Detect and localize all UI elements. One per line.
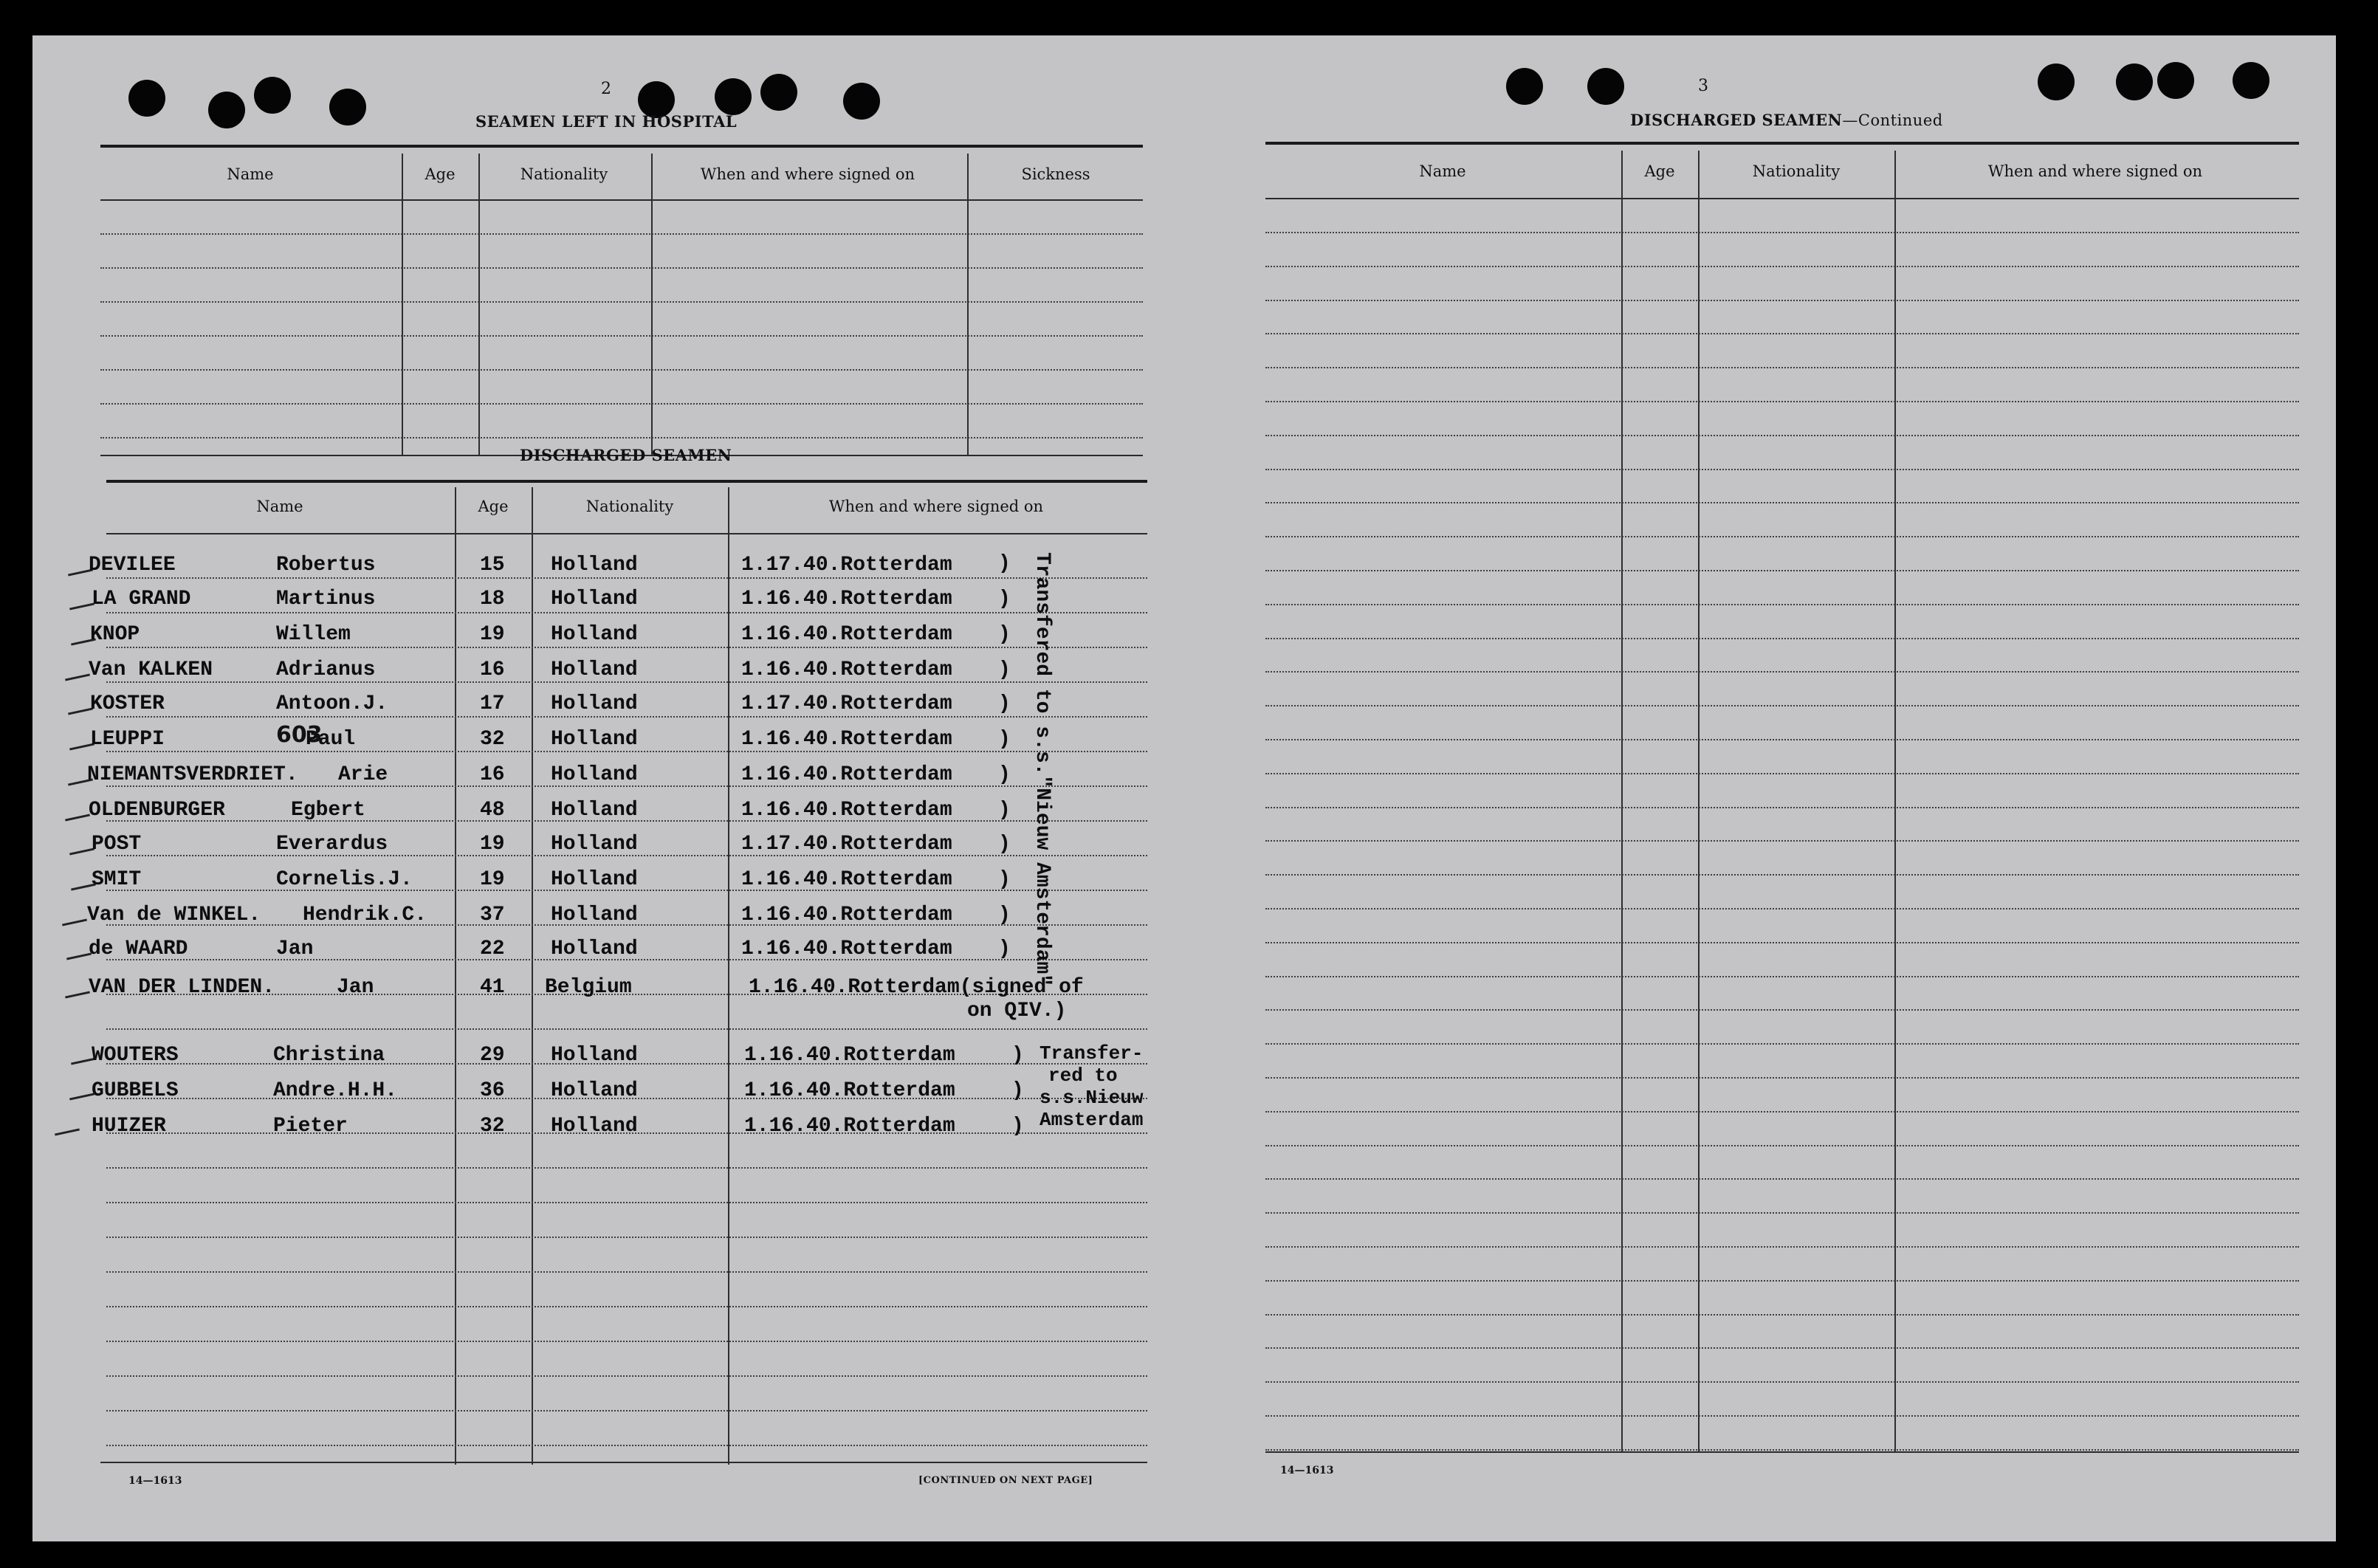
header-rule — [100, 199, 1143, 201]
signed-on: 1.16.40.Rotterdam — [741, 728, 952, 751]
table-bottom-border — [100, 1462, 1147, 1463]
hospital-section-title: SEAMEN LEFT IN HOSPITAL — [475, 112, 738, 131]
surname: WOUTERS — [92, 1044, 179, 1067]
document-sheet — [32, 35, 2336, 1541]
nationality: Holland — [551, 623, 638, 646]
ruled-line — [1265, 1246, 2299, 1248]
title-suffix: —Continued — [1842, 111, 1943, 129]
ruled-line — [1265, 1212, 2299, 1214]
age: 17 — [480, 692, 505, 715]
check-mark — [69, 1093, 94, 1100]
nationality: Holland — [551, 763, 638, 786]
bracket: ) — [998, 659, 1011, 681]
given-name: Everardus — [276, 833, 388, 856]
nationality: Holland — [551, 1079, 638, 1102]
ruled-line — [1265, 570, 2299, 572]
surname: LEUPPI — [90, 728, 165, 751]
ruled-line — [100, 403, 1143, 405]
col-header-sickness: Sickness — [1021, 165, 1090, 183]
binder-hole — [128, 80, 165, 117]
binder-hole — [2157, 62, 2194, 99]
ruled-line — [1265, 1381, 2299, 1383]
transfer-note-line: Transfer- — [1039, 1042, 1144, 1065]
ruled-line — [1265, 367, 2299, 369]
given-name: Jan — [337, 976, 374, 999]
bracket: ) — [998, 833, 1011, 856]
given-name: Andre.H.H. — [273, 1079, 398, 1102]
given-name: Robertus — [276, 554, 376, 577]
age: 48 — [480, 799, 505, 822]
nationality: Holland — [551, 833, 638, 856]
binder-hole — [760, 74, 797, 111]
col-header-nationality: Nationality — [1752, 162, 1841, 180]
ruled-line — [1265, 840, 2299, 842]
column-divider — [455, 487, 456, 1465]
surname: KNOP — [90, 623, 140, 646]
surname: VAN DER LINDEN. — [89, 976, 275, 999]
transfer-note-line: Amsterdam — [1039, 1109, 1144, 1131]
ruled-line — [106, 1237, 1147, 1239]
bracket: ) — [998, 588, 1011, 611]
given-name: Adrianus — [276, 659, 376, 681]
age: 32 — [480, 728, 505, 751]
surname: HUIZER — [92, 1115, 166, 1138]
table-top-border — [106, 480, 1147, 483]
nationality: Belgium — [545, 976, 632, 999]
given-name: Willem — [276, 623, 351, 646]
nationality: Holland — [551, 799, 638, 822]
nationality: Holland — [551, 659, 638, 681]
transfer-note-line: s.s.Nieuw — [1039, 1087, 1144, 1109]
age: 19 — [480, 623, 505, 646]
given-name: Egbert — [291, 799, 365, 822]
ruled-line — [1265, 1009, 2299, 1011]
check-mark — [65, 814, 90, 821]
ruled-line — [1265, 1347, 2299, 1349]
ruled-line — [1265, 705, 2299, 707]
ruled-line — [1265, 469, 2299, 471]
age: 22 — [480, 938, 505, 960]
ruled-line — [100, 369, 1143, 371]
ruled-line — [106, 716, 1147, 718]
column-divider — [967, 154, 969, 456]
nationality: Holland — [551, 868, 638, 891]
surname: DEVILEE — [89, 554, 176, 577]
col-header-name: Name — [256, 498, 303, 515]
surname: LA GRAND — [92, 588, 191, 611]
form-number: 14—1613 — [128, 1475, 182, 1487]
stamp-mark: 603 — [276, 722, 323, 748]
signed-on: 1.16.40.Rotterdam — [741, 659, 952, 681]
signed-on: 1.16.40.Rotterdam — [741, 763, 952, 786]
binder-hole — [2233, 62, 2269, 99]
given-name: Hendrik.C. — [303, 904, 427, 926]
ruled-line — [100, 233, 1143, 235]
ruled-line — [1265, 1280, 2299, 1282]
given-name: Jan — [276, 938, 314, 960]
column-divider — [1894, 151, 1896, 1453]
page-number: 3 — [1698, 77, 1708, 95]
binder-hole — [2116, 63, 2153, 100]
ruled-line — [100, 301, 1143, 303]
age: 18 — [480, 588, 505, 611]
ruled-line — [106, 1306, 1147, 1308]
page-title — [1630, 111, 1943, 129]
left-page — [32, 35, 1199, 1541]
transfer-note-line: red to — [1048, 1065, 1118, 1087]
signed-on: 1.16.40.Rotterdam — [741, 904, 952, 926]
ruled-line — [1265, 1145, 2299, 1147]
bracket: ) — [1011, 1044, 1024, 1067]
age: 37 — [480, 904, 505, 926]
given-name: Antoon.J. — [276, 692, 388, 715]
ruled-line — [1265, 739, 2299, 741]
ruled-line — [1265, 874, 2299, 876]
ruled-line — [106, 1167, 1147, 1169]
surname: NIEMANTSVERDRIET. — [87, 763, 298, 786]
signed-on: 1.16.40.Rotterdam — [741, 623, 952, 646]
column-divider — [728, 487, 729, 1465]
surname: GUBBELS — [92, 1079, 179, 1102]
ruled-line — [1265, 502, 2299, 504]
nationality: Holland — [551, 588, 638, 611]
column-divider — [402, 154, 403, 456]
ruled-line — [1265, 1077, 2299, 1079]
ruled-line — [106, 1341, 1147, 1343]
bracket: ) — [998, 938, 1011, 960]
binder-hole — [715, 78, 752, 115]
ruled-line — [106, 1445, 1147, 1447]
given-name: Martinus — [276, 588, 376, 611]
binder-hole — [843, 83, 880, 120]
check-mark — [55, 1128, 80, 1135]
given-name: Cornelis.J. — [276, 868, 413, 891]
nationality: Holland — [551, 728, 638, 751]
binder-hole — [329, 89, 366, 125]
header-rule — [1265, 198, 2299, 199]
age: 19 — [480, 833, 505, 856]
ruled-line — [106, 612, 1147, 614]
surname: OLDENBURGER — [89, 799, 225, 822]
ruled-line — [106, 1271, 1147, 1273]
signed-on: 1.17.40.Rotterdam — [741, 692, 952, 715]
nationality: Holland — [551, 1115, 638, 1138]
transfer-note-vertical: Transfered to s.s."Nieuw Amsterdam" — [1031, 552, 1054, 987]
bracket: ) — [998, 552, 1011, 575]
table-top-border — [1265, 142, 2299, 145]
ruled-line — [1265, 1043, 2299, 1045]
nationality: Holland — [551, 692, 638, 715]
page-number: 2 — [601, 80, 611, 98]
ruled-line — [100, 437, 1143, 439]
header-rule — [106, 533, 1147, 534]
col-header-age: Age — [478, 498, 509, 515]
form-number: 14—1613 — [1280, 1465, 1334, 1476]
col-header-nationality: Nationality — [520, 165, 608, 183]
ruled-line — [106, 681, 1147, 684]
signed-on: 1.16.40.Rotterdam — [744, 1115, 955, 1138]
col-header-signed-on: When and where signed on — [700, 165, 915, 183]
ruled-line — [106, 751, 1147, 753]
given-name: Christina — [273, 1044, 385, 1067]
col-header-age: Age — [1644, 162, 1675, 180]
signed-on: 1.16.40.Rotterdam — [741, 588, 952, 611]
signed-on: 1.17.40.Rotterdam — [741, 554, 952, 577]
title-main: DISCHARGED SEAMEN — [1630, 111, 1843, 129]
nationality: Holland — [551, 554, 638, 577]
ruled-line — [106, 1202, 1147, 1204]
check-mark — [69, 847, 94, 855]
ruled-line — [1265, 604, 2299, 606]
bracket: ) — [998, 868, 1011, 891]
given-name: Paul — [306, 728, 356, 751]
check-mark — [62, 918, 87, 926]
surname: SMIT — [92, 868, 142, 891]
ruled-line — [106, 1028, 1147, 1031]
ruled-line — [106, 647, 1147, 649]
ruled-line — [1265, 266, 2299, 268]
column-divider — [651, 154, 653, 456]
ruled-line — [1265, 300, 2299, 302]
ruled-line — [106, 1375, 1147, 1378]
ruled-line — [1265, 638, 2299, 640]
given-name: Pieter — [273, 1115, 348, 1138]
col-header-age: Age — [425, 165, 456, 183]
col-header-signed-on: When and where signed on — [828, 498, 1044, 515]
ruled-line — [106, 577, 1147, 580]
discharged-section-title: DISCHARGED SEAMEN — [520, 446, 732, 464]
check-mark — [65, 673, 90, 681]
signed-on-continued: on QIV.) — [967, 1000, 1067, 1022]
ruled-line — [1265, 773, 2299, 775]
bracket: ) — [998, 799, 1011, 822]
age: 16 — [480, 763, 505, 786]
col-header-name: Name — [227, 165, 274, 183]
binder-hole — [254, 77, 291, 114]
column-divider — [478, 154, 480, 456]
ruled-line — [100, 267, 1143, 269]
table-bottom-border — [1265, 1451, 2299, 1453]
column-divider — [532, 487, 533, 1465]
signed-on: 1.16.40.Rotterdam — [744, 1044, 955, 1067]
age: 16 — [480, 659, 505, 681]
table-top-border — [100, 145, 1143, 148]
ruled-line — [1265, 435, 2299, 437]
ruled-line — [1265, 232, 2299, 234]
age: 36 — [480, 1079, 505, 1102]
bracket: ) — [998, 728, 1011, 751]
continued-note: [CONTINUED ON NEXT PAGE] — [918, 1475, 1093, 1486]
col-header-signed-on: When and where signed on — [1987, 162, 2203, 180]
ruled-line — [100, 335, 1143, 337]
ruled-line — [1265, 908, 2299, 910]
age: 29 — [480, 1044, 505, 1067]
surname: Van KALKEN — [89, 659, 213, 681]
column-divider — [1621, 151, 1623, 1453]
check-mark — [65, 991, 90, 998]
ruled-line — [1265, 942, 2299, 944]
bracket: ) — [998, 904, 1011, 926]
bracket: ) — [998, 623, 1011, 646]
ruled-line — [1265, 1314, 2299, 1316]
binder-hole — [208, 92, 245, 128]
binder-hole — [1587, 68, 1624, 105]
ruled-line — [1265, 536, 2299, 538]
signed-on: 1.16.40.Rotterdam — [741, 938, 952, 960]
signed-on: 1.16.40.Rotterdam — [741, 799, 952, 822]
ruled-line — [1265, 1178, 2299, 1180]
binder-hole — [1506, 68, 1543, 105]
given-name: Arie — [338, 763, 388, 786]
binder-hole — [2038, 63, 2075, 100]
surname: KOSTER — [90, 692, 165, 715]
signed-on: 1.16.40.Rotterdam(signed of — [749, 976, 1084, 999]
bracket: ) — [1011, 1079, 1024, 1102]
age: 41 — [480, 976, 505, 999]
bracket: ) — [998, 763, 1011, 786]
nationality: Holland — [551, 1044, 638, 1067]
ruled-line — [1265, 1111, 2299, 1113]
surname: Van de WINKEL. — [87, 904, 261, 926]
check-mark — [66, 952, 92, 960]
bracket: ) — [998, 692, 1011, 715]
col-header-nationality: Nationality — [585, 498, 674, 515]
ruled-line — [1265, 976, 2299, 978]
surname: de WAARD — [89, 938, 188, 960]
col-header-name: Name — [1419, 162, 1466, 180]
column-divider — [1698, 151, 1700, 1453]
signed-on: 1.16.40.Rotterdam — [741, 868, 952, 891]
ruled-line — [1265, 1415, 2299, 1417]
check-mark — [69, 602, 94, 610]
age: 19 — [480, 868, 505, 891]
age: 15 — [480, 554, 505, 577]
nationality: Holland — [551, 904, 638, 926]
ruled-line — [1265, 807, 2299, 809]
right-page — [1199, 35, 2336, 1541]
ruled-line — [1265, 671, 2299, 673]
surname: POST — [92, 833, 142, 856]
signed-on: 1.16.40.Rotterdam — [744, 1079, 955, 1102]
nationality: Holland — [551, 938, 638, 960]
age: 32 — [480, 1115, 505, 1138]
ruled-line — [106, 1410, 1147, 1412]
bracket: ) — [1011, 1115, 1024, 1138]
signed-on: 1.17.40.Rotterdam — [741, 833, 952, 856]
check-mark — [68, 707, 93, 715]
ruled-line — [1265, 333, 2299, 335]
ruled-line — [1265, 401, 2299, 403]
